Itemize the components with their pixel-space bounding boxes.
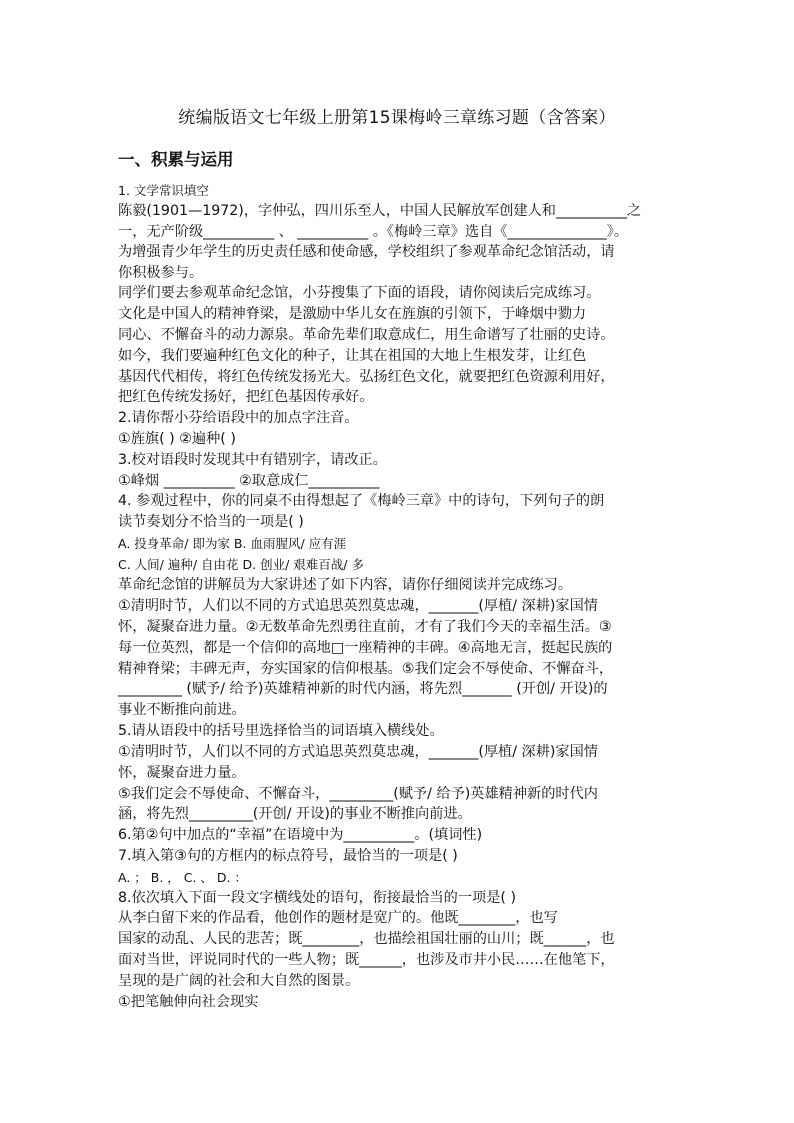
- text-line: 4. 参观过程中，你的同桌不由得想起了《梅岭三章》中的诗句，下列句子的朗: [118, 493, 605, 509]
- text-line: ①把笔触伸向社会现实: [118, 994, 259, 1010]
- text-line: ①清明时节，人们以不同的方式追思英烈莫忠魂，_______(厚植/ 深耕)家国情: [118, 744, 598, 760]
- text-line: ①峰烟 __________ ②取意成仁__________: [118, 473, 380, 489]
- text-line: ⑤我们定会不辱使命、不懈奋斗，_________(赋予/ 给予)英雄精神新的时代内: [118, 786, 598, 802]
- text-line: 国家的动乱、人民的悲苦；既________，也描绘祖国壮丽的山川；既______，也: [118, 931, 615, 947]
- text-line: 把红色传统发扬好，把红色基因传承好。: [118, 389, 374, 405]
- text-line: 如今，我们要遍种红色文化的种子，让其在祖国的大地上生根发芽，让红色: [118, 348, 587, 364]
- text-line: 8.依次填入下面一段文字横线处的语句，衔接最恰当的一项是( ): [118, 890, 516, 906]
- text-line: 2.请你帮小芬给语段中的加点字注音。: [118, 410, 359, 426]
- text-line: C. 人间/ 遍种/ 自由花 D. 创业/ 艰难百战/ 多: [118, 557, 364, 572]
- text-line: 文化是中国人的精神脊梁，是激励中华儿女在旌旗的引领下，于峰烟中勠力: [118, 306, 587, 322]
- text-line: 革命纪念馆的讲解员为大家讲述了如下内容，请你仔细阅读并完成练习。: [118, 577, 573, 593]
- text-line: 同学们要去参观革命纪念馆，小芬搜集了下面的语段，请你阅读后完成练习。: [118, 285, 601, 301]
- text-line: 事业不断推向前进。: [118, 702, 246, 718]
- text-line: 呈现的是广阔的社会和大自然的图景。: [118, 973, 360, 989]
- text-line: 精神脊梁；丰碑无声，夯实国家的信仰根基。⑤我们定会不辱使命、不懈奋斗，: [118, 661, 614, 677]
- text-line: 5.请从语段中的括号里选择恰当的词语填入横线处。: [118, 723, 444, 739]
- text-line: A. 投身革命/ 即为家 B. 血雨腥风/ 应有涯: [118, 536, 347, 551]
- text-line: 基因代代相传，将红色传统发扬光大。弘扬红色文化，就要把红色资源利用好，: [118, 369, 615, 385]
- document-title: 统编版语文七年级上册第15课梅岭三章练习题（含答案）: [178, 108, 616, 128]
- text-line: 7.填入第③句的方框内的标点符号，最恰当的一项是( ): [118, 848, 458, 864]
- text-line: 怀，凝聚奋进力量。: [118, 765, 246, 781]
- text-line: 陈毅(1901—1972)，字仲弘，四川乐至人，中国人民解放军创建人和__________之: [118, 203, 642, 219]
- text-line: 读节奏划分不恰当的一项是( ): [118, 514, 304, 530]
- text-line: 一，无产阶级__________ 、 __________ 。《梅岭三章》选自《______________》。: [118, 224, 629, 240]
- text-line: _________ (赋予/ 给予)英雄精神新的时代内涵，将先烈_______ (开创/ 开设)的: [118, 681, 608, 697]
- text-line: 从李白留下来的作品看，他创作的题材是宽广的。他既________，也写: [118, 910, 558, 926]
- text-line: ①旌旗( ) ②遍种( ): [118, 431, 236, 447]
- section-heading: 一、积累与运用: [118, 150, 234, 169]
- text-line: 每一位英烈，都是一个信仰的高地□一座精神的丰碑。④高地无言，挺起民族的: [118, 640, 613, 656]
- text-line: A. ； B. ， C. 、 D. ：: [118, 870, 247, 885]
- text-line: 为增强青少年学生的历史责任感和使命感，学校组织了参观革命纪念馆活动，请: [118, 244, 615, 260]
- text-line: 1. 文学常识填空: [118, 183, 209, 198]
- text-line: 怀，凝聚奋进力量。②无数革命先烈勇往直前，才有了我们今天的幸福生活。③: [118, 619, 612, 635]
- text-line: 3.校对语段时发现其中有错别字，请改正。: [118, 452, 387, 468]
- text-line: ①清明时节，人们以不同的方式追思英烈莫忠魂，_______(厚植/ 深耕)家国情: [118, 598, 598, 614]
- text-line: 你积极参与。: [118, 265, 204, 281]
- text-line: 面对当世，评说同时代的一些人物；既______，也涉及市井小民……在他笔下，: [118, 952, 615, 968]
- text-line: 同心、不懈奋斗的动力源泉。革命先辈们取意成仁，用生命谱写了壮丽的史诗。: [118, 327, 615, 343]
- text-line: 涵，将先烈_________(开创/ 开设)的事业不断推向前进。: [118, 806, 472, 822]
- text-line: 6.第②句中加点的“幸福”在语境中为__________。(填词性): [118, 827, 483, 843]
